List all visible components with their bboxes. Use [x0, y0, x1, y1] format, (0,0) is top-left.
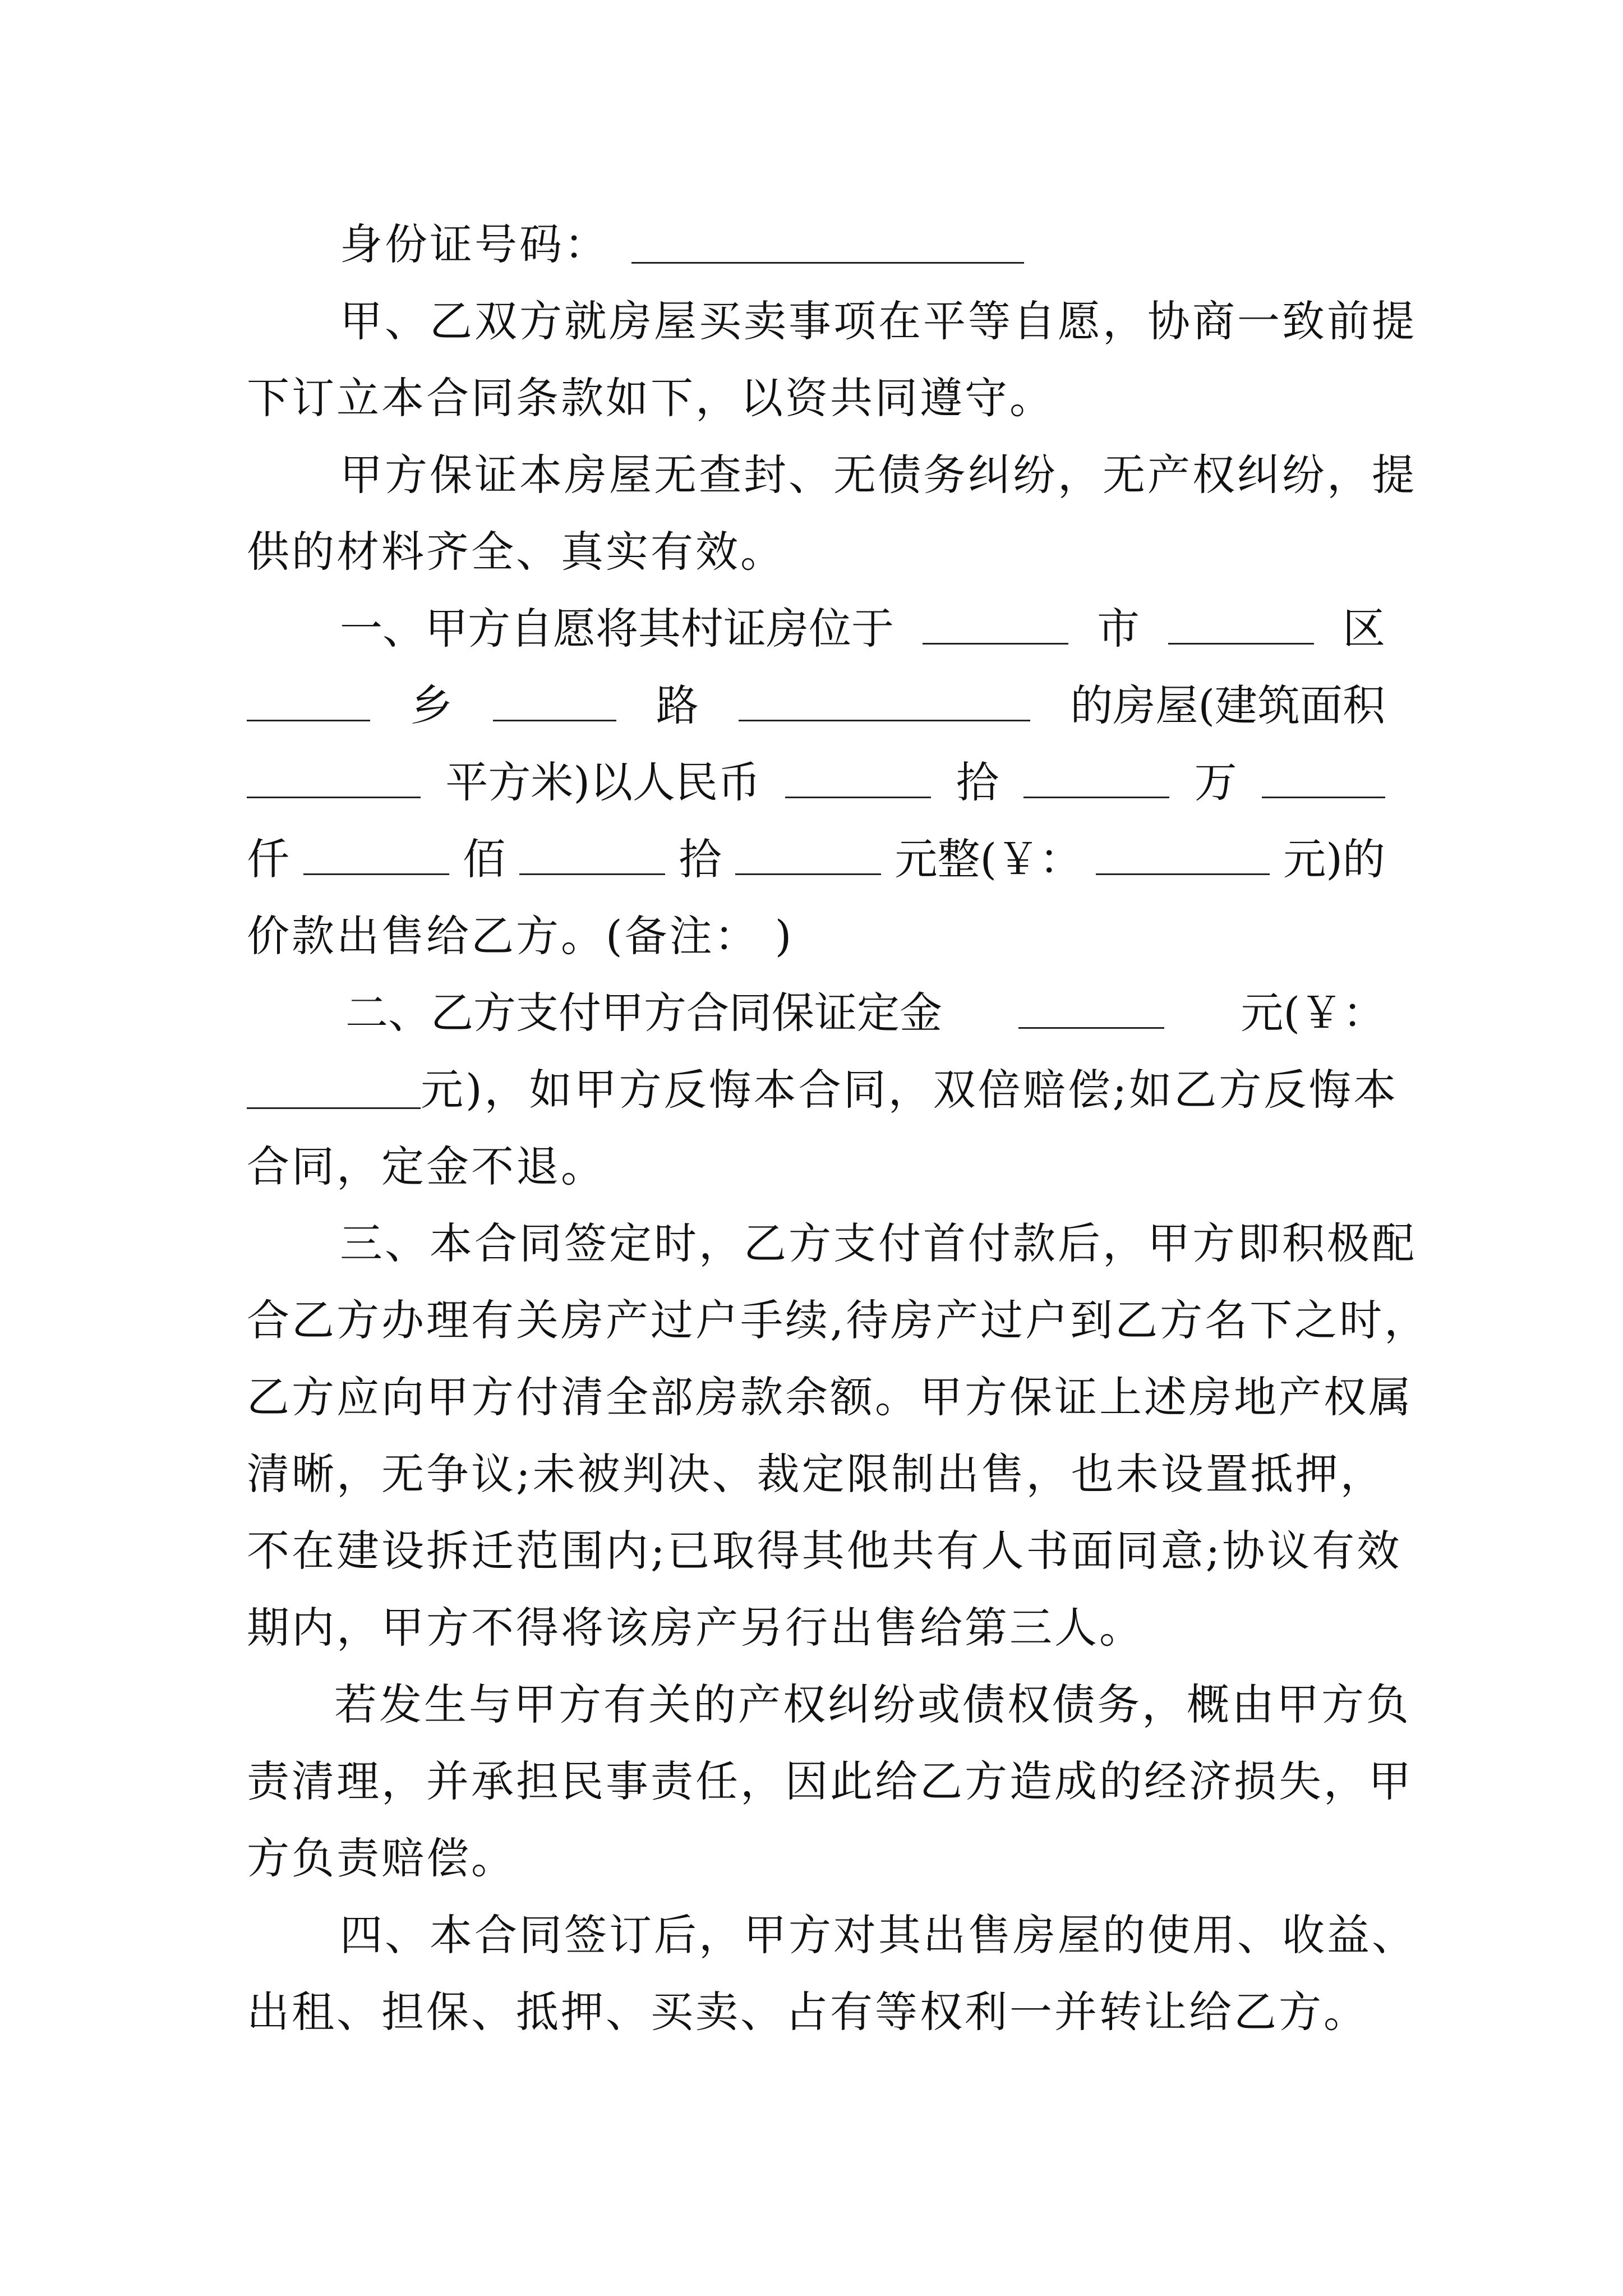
intro-line-2: 下订立本合同条款如下，以资共同遵守。 [247, 373, 1054, 423]
area-blank [247, 757, 421, 798]
id-number-label: 身份证号码： [340, 219, 609, 269]
clause1-line-2 [247, 672, 1385, 739]
township-blank [247, 680, 370, 721]
dispute-line-3: 方负责赔偿。 [247, 1833, 516, 1883]
units-blank [735, 834, 881, 875]
clause1-area-text: 的房屋(建筑面积 [1070, 680, 1385, 730]
clause1-yuan-end: 元)的 [1283, 834, 1385, 884]
clause1-bai-label: 佰 [463, 834, 506, 884]
clause3-line-1: 三、本合同签定时，乙方支付首付款后，甲方即积极配 [340, 1218, 1417, 1268]
clause1-ten-label: 拾 [956, 757, 999, 807]
clause1-yuan-label: 元整(￥： [895, 834, 1082, 884]
amount-figure-blank [1096, 834, 1270, 875]
clause1-shi-label: 拾 [679, 834, 722, 884]
intro-line-1: 甲、乙双方就房屋买卖事项在平等自愿，协商一致前提 [340, 296, 1417, 346]
clause3-line-2: 合乙方办理有关房产过户手续,待房产过户到乙方名下之时， [247, 1295, 1430, 1345]
clause2-line-3: 合同，定金不退。 [247, 1142, 606, 1191]
clause1-city-label: 市 [1097, 604, 1140, 654]
clause1-district-label: 区 [1343, 604, 1385, 654]
clause2-text-1: 二、乙方支付甲方合同保证定金 [345, 988, 942, 1038]
thousand-blank [1262, 757, 1385, 798]
clause2-text-2: 元(￥： [1241, 988, 1385, 1038]
clause4-line-1: 四、本合同签订后，甲方对其出售房屋的使用、收益、 [340, 1910, 1417, 1960]
hundred-thousand-blank [785, 757, 931, 798]
tens-blank [519, 834, 665, 875]
id-number-line [340, 211, 1385, 278]
id-number-blank [631, 223, 1024, 264]
hundred-blank [303, 834, 449, 875]
district-blank [1168, 604, 1314, 645]
clause2-line-1 [345, 979, 1385, 1047]
clause1-line-5: 价款出售给乙方。(备注： ) [247, 911, 794, 961]
clause3-line-4: 清晰，无争议;未被判决、裁定限制出售，也未设置抵押， [247, 1449, 1385, 1499]
clause3-line-5: 不在建设拆迁范围内;已取得其他共有人书面同意;协议有效 [247, 1526, 1402, 1576]
clause1-line-1 [340, 595, 1385, 662]
guarantee-line-1: 甲方保证本房屋无查封、无债务纠纷，无产权纠纷，提 [340, 450, 1417, 500]
clause1-wan-label: 万 [1194, 757, 1237, 807]
road-blank [493, 680, 616, 721]
clause1-line-4 [247, 826, 1385, 893]
deposit-figure-blank [247, 1068, 421, 1109]
address-blank [739, 680, 1030, 721]
ten-thousand-blank [1023, 757, 1169, 798]
guarantee-line-2: 供的材料齐全、真实有效。 [247, 527, 785, 577]
clause4-line-2: 出租、担保、抵押、买卖、占有等权利一并转让给乙方。 [247, 1987, 1368, 2037]
clause2-text-3: 元)，如甲方反悔本合同，双倍赔偿;如乙方反悔本 [421, 1065, 1399, 1115]
clause1-line-3 [247, 749, 1385, 816]
clause2-line-2 [247, 1056, 1399, 1124]
clause1-price-text: 平方米)以人民币 [445, 757, 761, 807]
city-blank [923, 604, 1068, 645]
clause3-line-6: 期内，甲方不得将该房产另行出售给第三人。 [247, 1603, 1144, 1653]
deposit-blank [1018, 988, 1164, 1029]
clause1-text-1: 一、甲方自愿将其村证房位于 [340, 604, 894, 654]
clause1-qian-label: 仟 [247, 834, 289, 884]
dispute-line-1: 若发生与甲方有关的产权纠纷或债权债务，概由甲方负 [334, 1680, 1411, 1729]
clause1-road-label: 路 [656, 680, 699, 730]
clause1-township-label: 乡 [410, 680, 453, 730]
clause3-line-3: 乙方应向甲方付清全部房款余额。甲方保证上述房地产权属 [247, 1372, 1413, 1422]
dispute-line-2: 责清理，并承担民事责任，因此给乙方造成的经济损失，甲 [247, 1756, 1413, 1806]
